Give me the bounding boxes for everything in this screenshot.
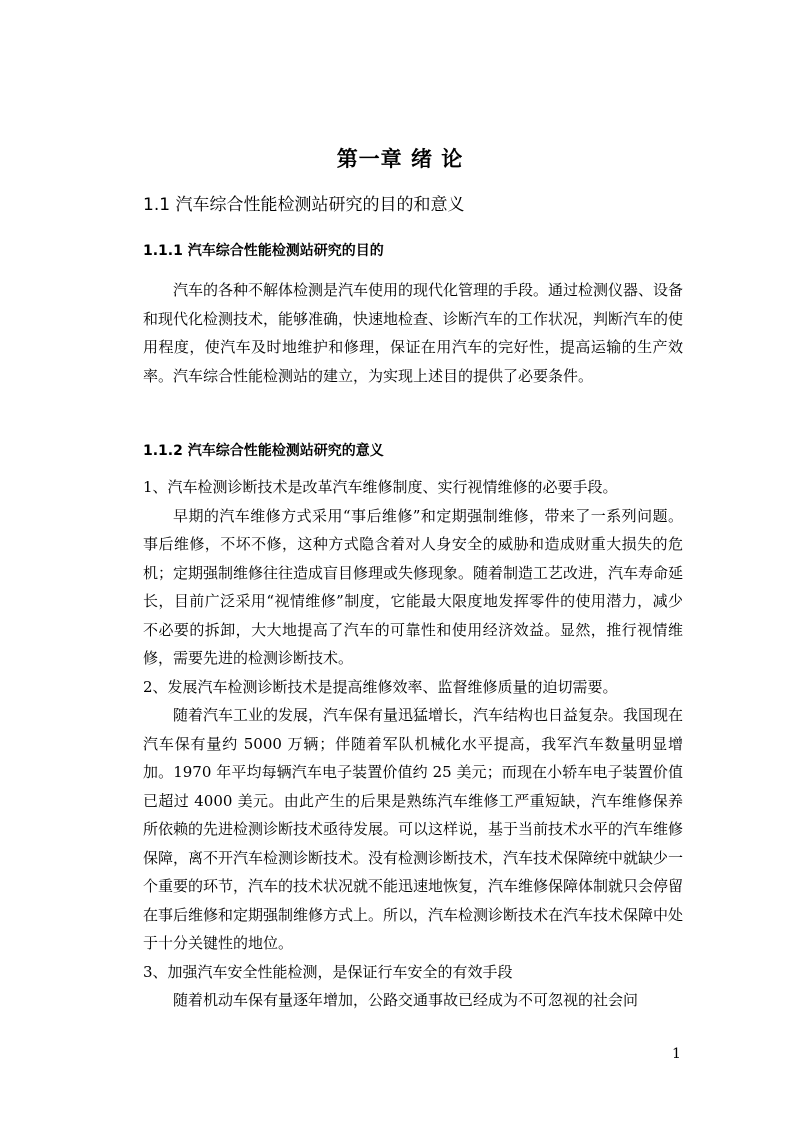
paragraph: 随着机动车保有量逐年增加，公路交通事故已经成为不可忽视的社会问 [173,991,639,1009]
numbered-point-3: 3、加强汽车安全性能检测，是保证行车安全的有效手段 [143,962,513,981]
subsection-2-heading: 1.1.2 汽车综合性能检测站研究的意义 [143,443,384,459]
chapter-title: 第一章 绪 论 [336,147,464,171]
page-number: 1 [672,1046,681,1062]
paragraph: 早期的汽车维修方式采用“事后维修”和定期强制维修，带来了一系列问题。事后维修，不坏不修，这种方式隐含着对人身安全的威胁和造成财重大损失的危机；定期强制维修往往造成盲目修理或失修现象。随着制造工艺改进，汽车寿命延长，目前广泛采用“视情维修”制度，它能最大限度地发挥零件的使用潜力，减少不必要的拆卸，大大地提高了汽车的可靠性和使用经济效益。显然，推行视情维修，需要先进的检测诊断技术。 [143,506,684,667]
numbered-point-1: 1、汽车检测诊断技术是改革汽车维修制度、实行视情维修的必要手段。 [143,478,618,496]
subsection-1-body [143,276,683,390]
subsection-1-heading: 1.1.1 汽车综合性能检测站研究的目的 [143,243,384,259]
section-heading: 1.1 汽车综合性能检测站研究的目的和意义 [143,195,465,215]
subsection-2-body [143,473,683,1015]
paragraph: 汽车的各种不解体检测是汽车使用的现代化管理的手段。通过检测仪器、设备和现代化检测技术，能够准确，快速地检查、诊断汽车的工作状况，判断汽车的使用程度，使汽车及时地维护和修理，保证在用汽车的完好性，提高运输的生产效率。汽车综合性能检测站的建立，为实现上述目的提供了必要条件。 [143,281,684,385]
numbered-point-2: 2、发展汽车检测诊断技术是提高维修效率、监督维修质量的迫切需要。 [143,677,618,696]
paragraph: 随着汽车工业的发展，汽车保有量迅猛增长，汽车结构也日益复杂。我国现在汽车保有量约 5000 万辆；伴随着军队机械化水平提高，我军汽车数量明显增加。1970 年平均每辆汽车电子装置价值约 25 美元；而现在小轿车电子装置价值已超过 4000 美元。由此产生的后果是熟练汽车维修工严重短缺，汽车维修保养所依赖的先进检测诊断技术亟待发展。可以这样说，基于当前技术水平的汽车维修保障，离不开汽车检测诊断技术。没有检测诊断技术，汽车技术保障统中就缺少一个重要的环节，汽车的技术状况就不能迅速地恢复，汽车维修保障体制就只会停留在事后维修和定期强制维修方式上。所以，汽车检测诊断技术在汽车技术保障中处于十分关键性的地位。 [143,706,684,952]
